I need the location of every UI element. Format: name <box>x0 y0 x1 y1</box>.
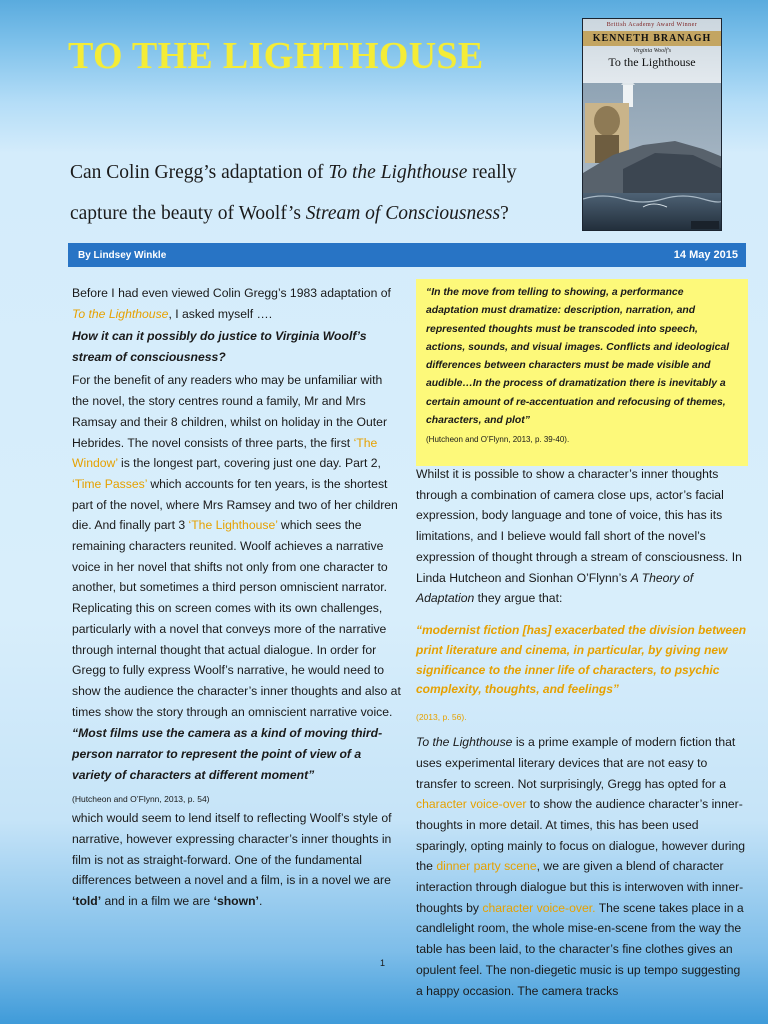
paragraph-analysis: To the Lighthouse is a prime example of modern fiction that uses experimental literary devices that are not easy to transfer to screen. Not surprisingly, Gregg has opted for a character voice-over to show the audience character’s inner-thoughts in more detail. At times, this has been used sparingly, opting mainly to focus on dialogue, however during the dinner party scene, we are given a blend of character interaction through dialogue but this is interwoven with inner-thoughts by character voice-over. The scene takes place in a candlelight room, the whole mise-en-scene from the way the table has been laid, to the character’s fine clothes gives an opulent feel. The non-diegetic music is up tempo suggesting a happy occasion. The camera tracks <box>416 735 746 998</box>
citation: (Hutcheon and O’Flynn, 2013, p. 54) <box>72 794 210 805</box>
cover-actor-name: KENNETH BRANAGH <box>583 31 721 46</box>
dinner-party-link[interactable]: dinner party scene <box>436 859 537 874</box>
part-lighthouse-link[interactable]: ‘The Lighthouse’ <box>188 518 278 533</box>
cover-author-line: Virginia Woolf's <box>632 48 672 54</box>
lighthouse-rock-illustration <box>583 83 722 231</box>
question-quote: How it can it possibly do justice to Virginia Woolf’s stream of consciousness? <box>72 329 367 365</box>
voice-over-link-2[interactable]: character voice-over. <box>482 900 596 915</box>
subtitle-line-1: Can Colin Gregg’s adaptation of To the Lighthouse really <box>70 162 517 183</box>
page-title: TO THE LIGHTHOUSE <box>68 35 484 77</box>
dvd-cover-image <box>582 18 722 231</box>
citation: (2013, p. 56). <box>416 712 467 723</box>
paragraph-intro: Before I had even viewed Colin Gregg’s 1983 adaptation of To the Lighthouse, I asked myself …. <box>72 286 391 321</box>
part-time-passes-link[interactable]: ‘Time Passes’ <box>72 476 147 491</box>
cover-award-text: British Academy Award Winner <box>606 22 698 28</box>
lighthouse-link[interactable]: To the Lighthouse <box>72 306 169 321</box>
article-column-right <box>416 464 748 1001</box>
film-narrator-quote: “Most films use the camera as a kind of moving third-person narrator to represent the point of view of a variety of characters at different moment” <box>72 726 383 783</box>
modernist-quote: “modernist fiction [has] exacerbated the division between print literature and cinema, in particular, by giving new significance to the inner life of characters, to psychic complexity, thoughts, and feelings” <box>416 622 747 697</box>
cover-film-title: To the Lighthouse <box>608 55 696 69</box>
subtitle-line-2: capture the beauty of Woolf’s Stream of Consciousness? <box>70 203 509 224</box>
byline-author: By Lindsey Winkle <box>78 250 167 261</box>
callout-quote: “In the move from telling to showing, a performance adaptation must dramatize: description, narration, and represented thoughts must be transcoded into speech, actions, sounds, and visual images. Conflicts and ideological differences between characters must be made visible and audible…In the process of dramatization there is inevitably a certain amount of re-accentuation and refocusing of themes, characters, and plot” <box>426 287 730 427</box>
byline-bar <box>68 243 746 267</box>
page-number: 1 <box>380 958 386 968</box>
part-window-link[interactable]: ‘The Window’ <box>72 435 378 471</box>
byline-date: 14 May 2015 <box>673 249 738 261</box>
paragraph-limitations: Whilst it is possible to show a character’s inner thoughts through a combination of camera close ups, actor’s facial expression, body language and tone of voice, this has its limitations, and I believe would fall short of the novel’s expression of thought through a stream of consciousness. In Linda Hutcheon and Sionhan O’Flynn’s A Theory of Adaptation they argue that: <box>416 467 742 606</box>
voice-over-link[interactable]: character voice-over <box>416 797 527 812</box>
quote-callout-box <box>416 279 748 466</box>
paragraph-summary: For the benefit of any readers who may be unfamiliar with the novel, the story centres round a family, Mr and Mrs Ramsay and their 8 children, whilst on holiday in the Outer Hebrides. The novel consists of three parts, the first ‘The Window’ is the longest part, covering just one day. Part 2, ‘Time Passes’ which accounts for ten years, is the shortest part of the novel, where Mrs Ramsey and two of her children die. And finally part 3 ‘The Lighthouse’ which sees the remaining characters reunited. Woolf achieves a narrative voice in her novel that shifts not only from one character to another, but sometimes a third person omniscient narrator. Replicating this on screen comes with its own challenges, particularly with a novel that conveys more of the narrative through internal thought that actual dialogue. In order for Gregg to fully express Woolf’s narrative, he would need to show the audience the character’s inner thoughts and also at times show the story through an omniscient narrative voice. <box>72 373 401 719</box>
paragraph-told-shown: which would seem to lend itself to reflecting Woolf’s style of narrative, however expressing character’s inner thoughts in film is not as straight-forward. One of the fundamental differences between a novel and a film, is in a novel we are ‘told’ and in a film we are ‘shown’. <box>72 811 392 909</box>
callout-citation: (Hutcheon and O’Flynn, 2013, p. 39-40). <box>426 435 570 445</box>
article-column-left <box>72 283 402 912</box>
